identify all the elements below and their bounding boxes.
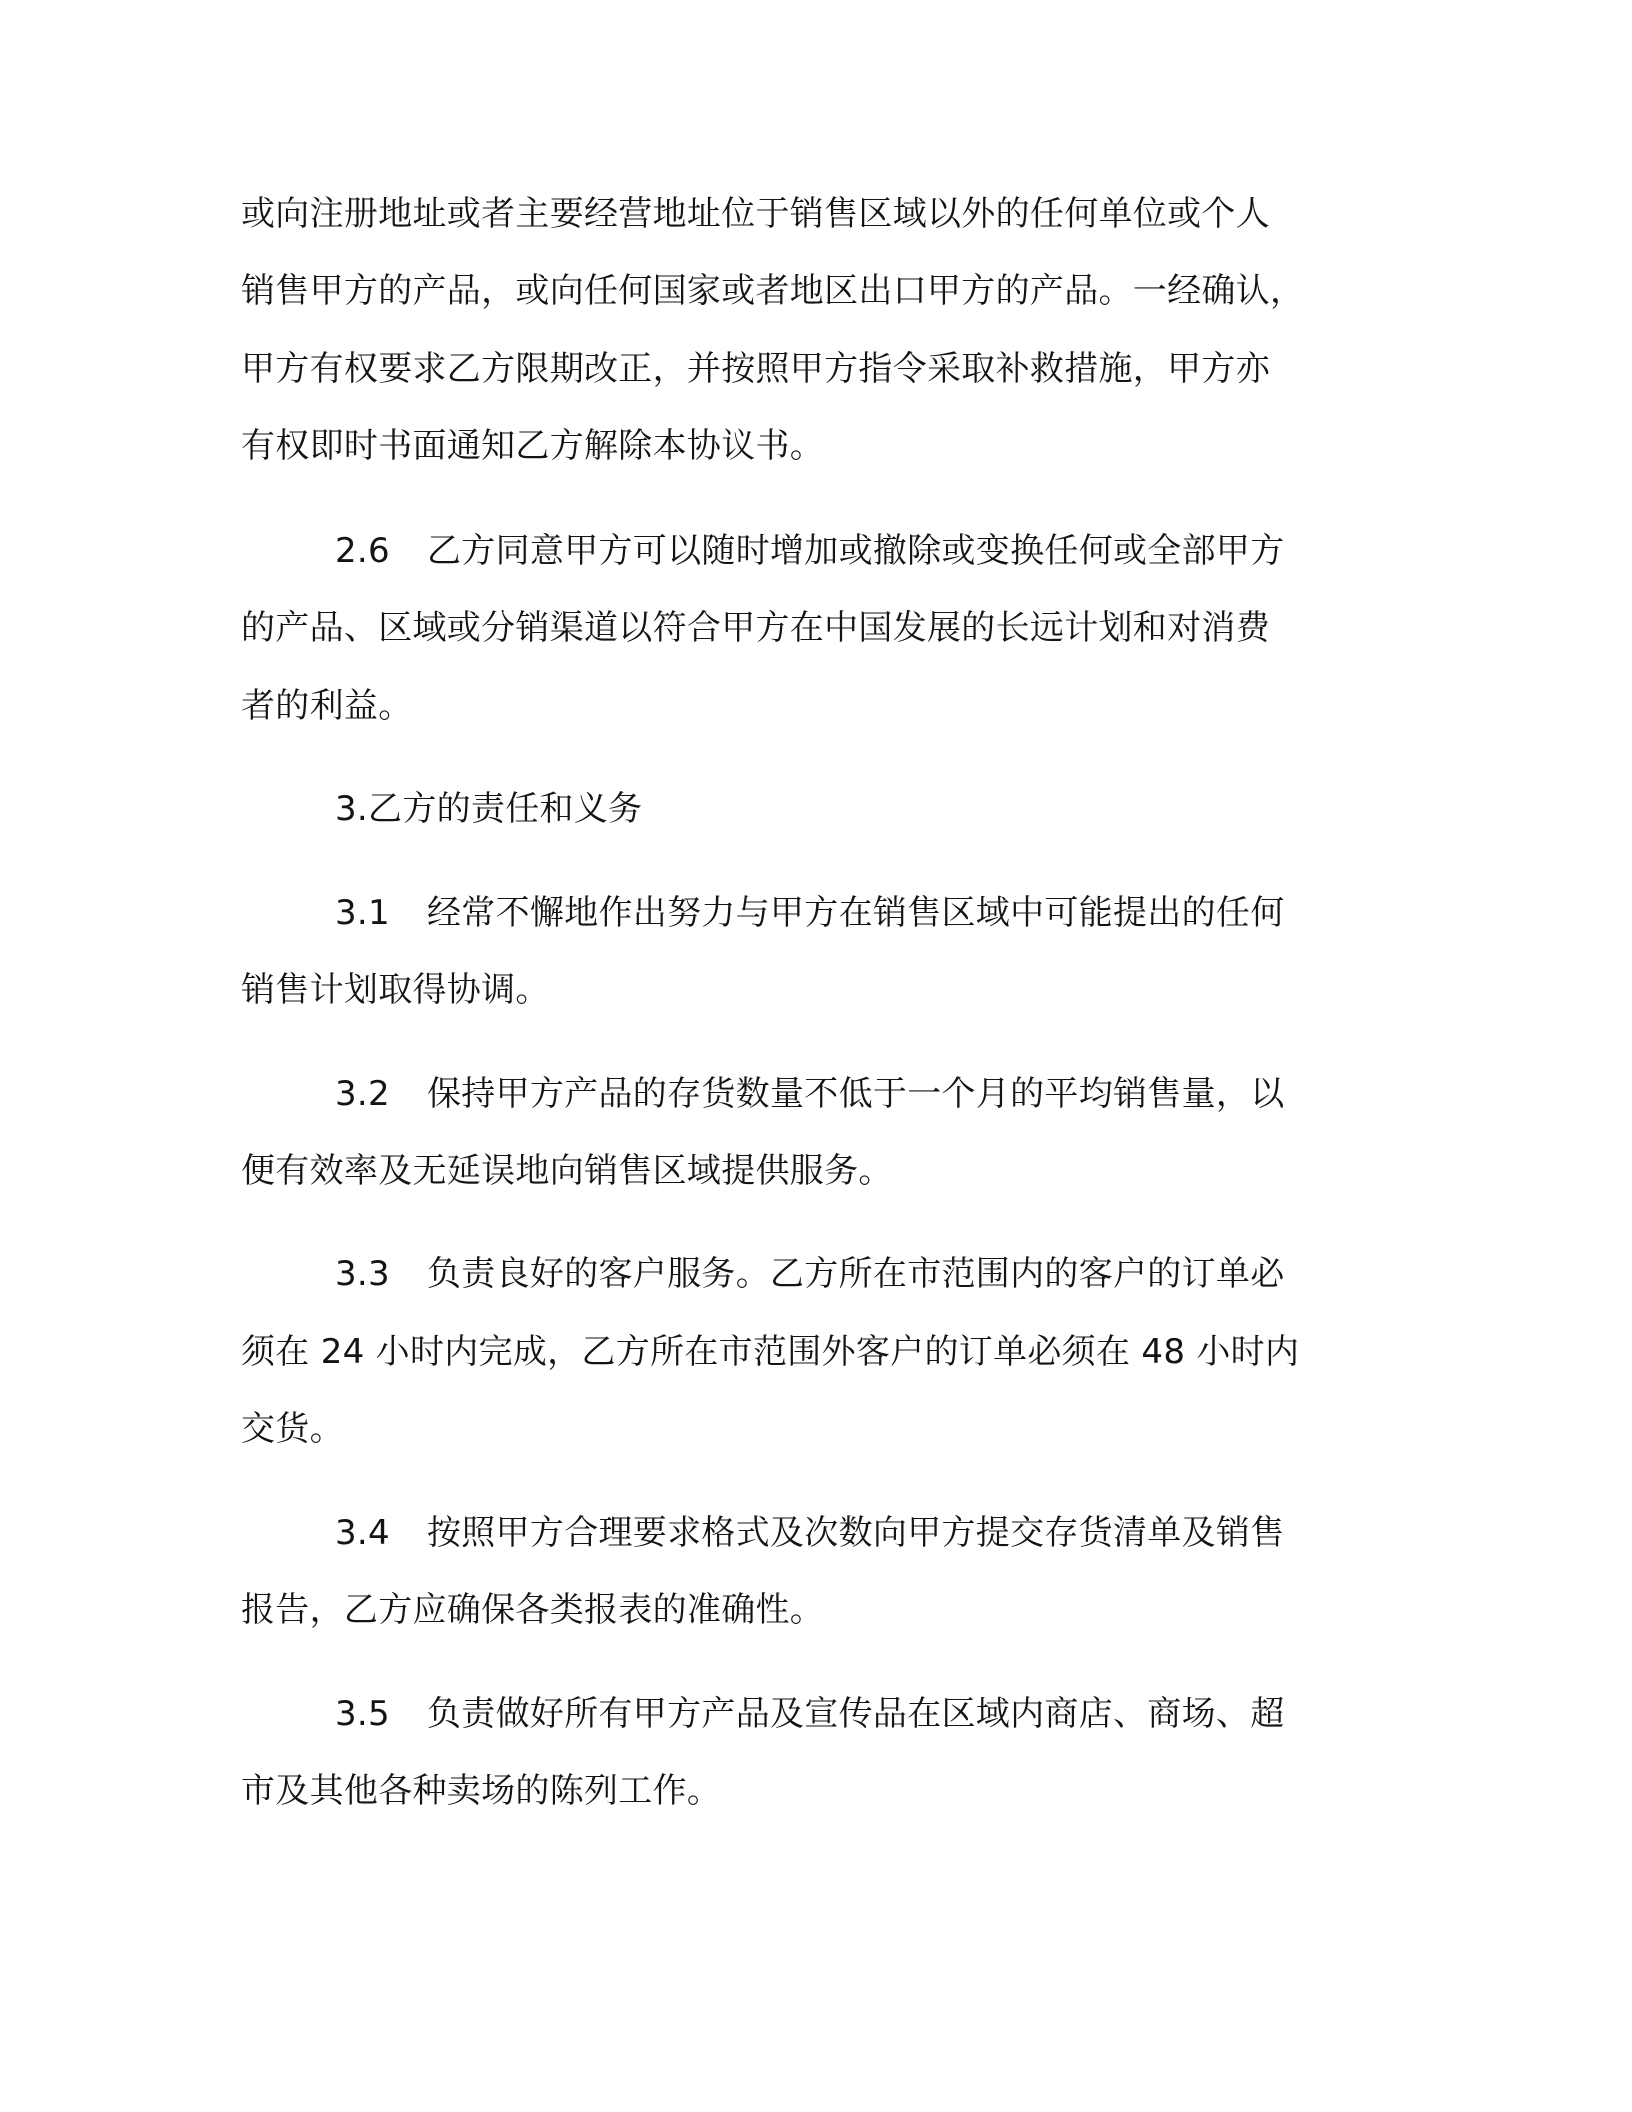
clause-3-1-line-2: 销售计划取得协调。 [241, 970, 550, 1010]
section-3-title: 3.乙方的责任和义务 [335, 789, 643, 829]
clause-3-3-line-3: 交货。 [241, 1409, 344, 1449]
paragraph-line: 有权即时书面通知乙方解除本协议书。 [241, 426, 825, 466]
clause-3-4-line-2: 报告，乙方应确保各类报表的准确性。 [241, 1590, 825, 1630]
clause-number: 3.5 [335, 1694, 390, 1734]
clause-3-3-line-2: 须在 24 小时内完成，乙方所在市范围外客户的订单必须在 48 小时内 [241, 1332, 1300, 1372]
clause-2-6-line-1 [335, 529, 1285, 573]
clause-text: 负责做好所有甲方产品及宣传品在区域内商店、商场、超 [427, 1694, 1285, 1734]
paragraph-line: 或向注册地址或者主要经营地址位于销售区域以外的任何单位或个人 [241, 194, 1270, 234]
clause-text: 经常不懈地作出努力与甲方在销售区域中可能提出的任何 [427, 893, 1285, 933]
clause-number: 3.4 [335, 1513, 390, 1553]
clause-2-6-line-2: 的产品、区域或分销渠道以符合甲方在中国发展的长远计划和对消费 [241, 608, 1270, 648]
clause-number: 3.2 [335, 1074, 390, 1114]
clause-3-1-line-1 [335, 891, 1285, 935]
clause-2-6-line-3: 者的利益。 [241, 686, 413, 726]
clause-3-3-line-1 [335, 1252, 1285, 1296]
clause-text: 乙方同意甲方可以随时增加或撤除或变换任何或全部甲方 [427, 531, 1285, 571]
clause-3-5-line-1 [335, 1692, 1285, 1736]
paragraph-line: 销售甲方的产品，或向任何国家或者地区出口甲方的产品。一经确认， [241, 271, 1305, 311]
paragraph-line: 甲方有权要求乙方限期改正，并按照甲方指令采取补救措施，甲方亦 [241, 349, 1270, 389]
clause-text: 按照甲方合理要求格式及次数向甲方提交存货清单及销售 [427, 1513, 1285, 1553]
clause-text: 保持甲方产品的存货数量不低于一个月的平均销售量，以 [427, 1074, 1285, 1114]
clause-number: 3.1 [335, 893, 390, 933]
clause-3-4-line-1 [335, 1511, 1285, 1555]
clause-text: 负责良好的客户服务。乙方所在市范围内的客户的订单必 [427, 1254, 1285, 1294]
clause-number: 3.3 [335, 1254, 390, 1294]
clause-3-2-line-2: 便有效率及无延误地向销售区域提供服务。 [241, 1151, 893, 1191]
clause-number: 2.6 [335, 531, 390, 571]
clause-3-2-line-1 [335, 1072, 1285, 1116]
clause-3-5-line-2: 市及其他各种卖场的陈列工作。 [241, 1771, 722, 1811]
